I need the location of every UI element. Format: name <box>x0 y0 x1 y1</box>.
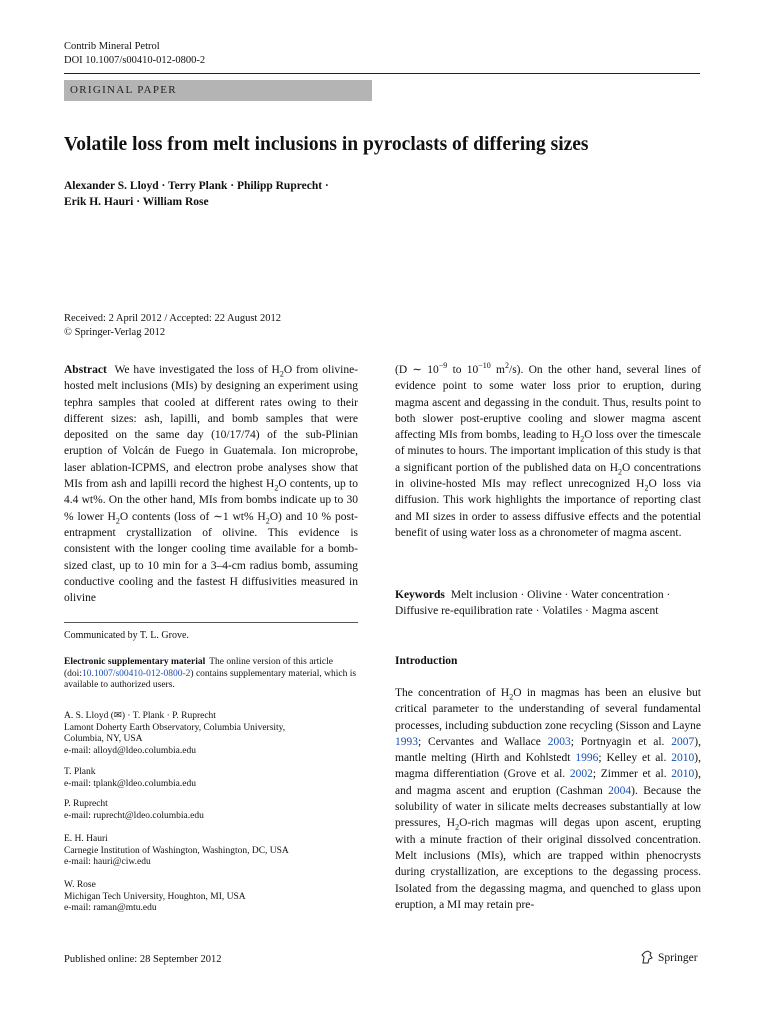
abstract-left: Abstract We have investigated the loss of $H_2O$ from olivine-hosted melt inclusions (MIs) by designing an experiment using tephra samples that cooled at different rates owing to their different sizes: ash, lapilli, and bomb samples that were deposited on the same day (10/17/74) of the sub-Plinian eruption of Volcán de Fuego in Guatemala. Ion microprobe, laser ablation-ICPMS, and electron probe analyses show that MIs from ash and lapilli record the highest $H_2O$ contents, up to 4.4 wt%. On the other hand, MIs from bombs indicate up to 30 % lower $H_2O$ contents (loss of ∼1 wt% $H_2O$) and 10 % post-entrapment crystallization of olivine. This evidence is consistent with the longer cooling time available for a bomb-sized clast, up to 10 min for a 3–4-cm radius bomb, assuming conductive cooling and the fastest H diffusivities measured in olivine <box>64 364 359 605</box>
keywords-text: Melt inclusion · Olivine · Water concentration · Diffusive re-equilibration rate · Volatiles · Magma ascent <box>395 589 671 618</box>
chem-h2o: $H_2O$ <box>107 510 129 525</box>
email[interactable]: e-mail: raman@mtu.edu <box>64 903 157 914</box>
affiliation-ruprecht: P. Ruprecht e-mail: ruprecht@ldeo.columbia.edu <box>64 799 358 822</box>
dates-block <box>64 312 281 340</box>
citation-link[interactable]: 2002 <box>569 768 593 781</box>
chem-h2o: $H_2O$ <box>636 478 657 493</box>
supplementary-heading: Electronic supplementary material <box>64 657 206 667</box>
author-list <box>64 178 704 210</box>
citation-link[interactable]: 1996 <box>575 752 599 765</box>
introduction-heading: Introduction <box>395 655 458 667</box>
chem-h2o: $H_2O$ <box>257 510 279 525</box>
citation-link[interactable]: 2007 <box>671 735 695 748</box>
paper-title: Volatile loss from melt inclusions in pyroclasts of differing sizes <box>64 134 589 155</box>
section-banner <box>64 80 372 101</box>
section-label: ORIGINAL PAPER <box>70 84 177 96</box>
chem-h2o: $H_2O$ <box>271 364 293 379</box>
doi: DOI 10.1007/s00410-012-0800-2 <box>64 55 206 66</box>
citation-link[interactable]: 2003 <box>547 735 571 748</box>
header-rule <box>64 73 700 74</box>
affiliation-rose: W. Rose Michigan Tech University, Houghton, MI, USA e-mail: raman@mtu.edu <box>64 880 358 915</box>
keywords-heading: Keywords <box>395 589 445 601</box>
footnote-rule <box>64 622 358 623</box>
publisher-name: Springer <box>658 952 698 965</box>
authors-line-1: Alexander S. Lloyd · Terry Plank · Philipp Ruprecht · <box>64 180 329 192</box>
publisher-logo <box>640 950 698 967</box>
citation-link[interactable]: 2004 <box>608 784 632 797</box>
journal-name: Contrib Mineral Petrol <box>64 41 160 52</box>
citation-link[interactable]: 2010 <box>671 768 695 781</box>
springer-horse-icon <box>640 950 654 967</box>
citation-link[interactable]: 1993 <box>395 735 418 748</box>
supplementary-note: Electronic supplementary material The online version of this article (doi:10.1007/s00410-012-0800-2) contains supplementary material, which is available to authorized users. <box>64 657 357 690</box>
introduction-body: The concentration of $H_2O$ in magmas has been an elusive but critical parameter to the understanding of several fundamental processes, including subduction zone recycling (Sisson and Layne 1993; Cervantes and Wallace 2003; Portnyagin et al. 2007), mantle melting (Hirth and Kohlstedt 1996; Kelley et al. 2010), magma differentiation (Grove et al. 2002; Zimmer et al. 2010), and magma ascent and eruption (Cashman 2004). Because the solubility of water in silicate melts decreases substantially at low pressures, $H_2O$-rich magmas will degas upon ascent, erupting with a minute fraction of their original dissolved concentration. Melt inclusions (MIs), which are trapped within phenocrysts during crystallization, are exceptions to the degassing process. Isolated from the degassing magma, and quenched to glass upon eruption, a MI may retain pre- <box>395 687 702 911</box>
chem-h2o: $H_2O$ <box>609 461 631 477</box>
communicated-by: Communicated by T. L. Grove. <box>64 630 189 641</box>
chem-h2o: $H_2O$ <box>266 478 287 493</box>
published-online: Published online: 28 September 2012 <box>64 954 222 965</box>
abstract-heading: Abstract <box>64 364 107 376</box>
keywords <box>395 587 701 620</box>
citation-link[interactable]: 2010 <box>671 752 695 765</box>
journal-header <box>64 40 205 68</box>
email[interactable]: e-mail: hauri@ciw.edu <box>64 857 151 868</box>
email[interactable]: e-mail: tplank@ldeo.columbia.edu <box>64 778 196 789</box>
email[interactable]: e-mail: ruprecht@ldeo.columbia.edu <box>64 810 204 821</box>
received-date: Received: 2 April 2012 / Accepted: 22 August 2012 <box>64 313 281 324</box>
email[interactable]: e-mail: alloyd@ldeo.columbia.edu <box>64 746 196 757</box>
affiliation-hauri: E. H. Hauri Carnegie Institution of Washington, Washington, DC, USA e-mail: hauri@ciw.edu <box>64 834 358 869</box>
affiliation-plank: T. Plank e-mail: tplank@ldeo.columbia.edu <box>64 767 358 790</box>
chem-h2o: $H_2O$ <box>571 429 593 444</box>
chem-h2o: $H_2O$ <box>500 687 522 702</box>
affiliation-lloyd: A. S. Lloyd (✉) · T. Plank · P. Ruprecht Lamont Doherty Earth Observatory, Columbia University, Columbia, NY, USA e-mail: alloyd@ldeo.columbia.edu <box>64 711 358 758</box>
copyright: © Springer-Verlag 2012 <box>64 327 166 338</box>
chem-h2o: $H_2O$ <box>446 817 468 832</box>
supplementary-doi-link[interactable]: 10.1007/s00410-012-0800-2 <box>81 668 191 679</box>
authors-line-2: Erik H. Hauri · William Rose <box>64 196 209 208</box>
abstract-right: (D ∼ $10^{-9}$ to $10^{-10}$ $m^2/s$). On the other hand, several lines of evidence point to some water loss prior to eruption, during magma ascent and degassing in the conduit. Thus, results point to both slower post-eruptive cooling and slower magma ascent affecting MIs from bombs, leading to $H_2O$ loss over the timescale of minutes to hours. The important implication of this study is that a significant portion of the published data on $H_2O$ concentrations in olivine-hosted MIs may reflect unrecognized $H_2O$ loss via diffusion. This work highlights the importance of reporting clast and MI sizes in order to assess diffusive effects and the potential benefit of using water loss as a chronometer of magma ascent. <box>395 361 702 539</box>
